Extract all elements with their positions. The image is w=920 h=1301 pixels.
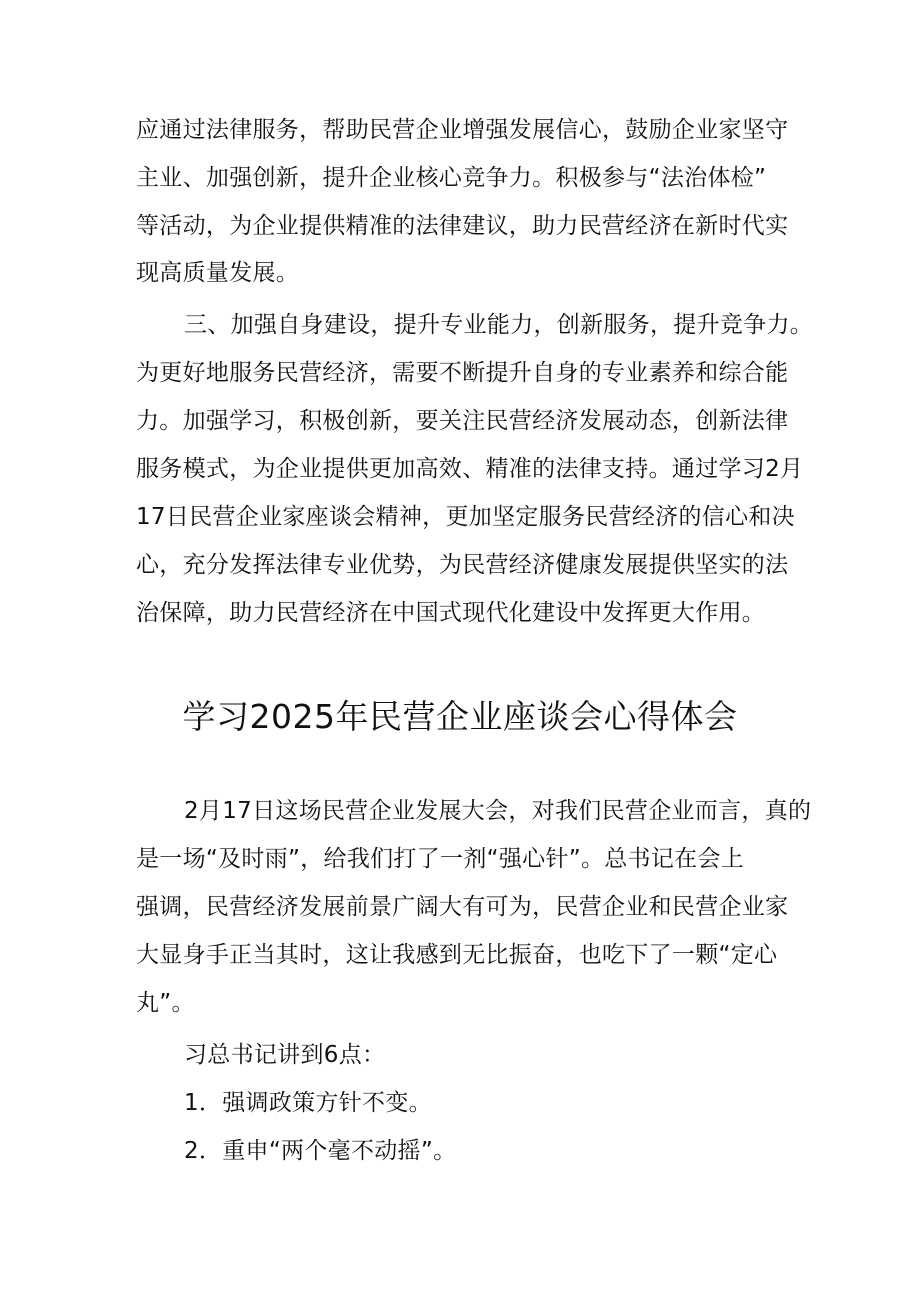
body-text-line: 为更好地服务民营经济，需要不断提升自身的专业素养和综合能: [136, 360, 789, 386]
body-text-line: 现高质量发展。: [136, 260, 300, 286]
body-text-line: 应通过法律服务，帮助民营企业增强发展信心，鼓励企业家坚守: [136, 117, 789, 143]
list-item: 1．强调政策方针不变。: [184, 1090, 432, 1116]
body-text-line: 2月17日这场民营企业发展大会，对我们民营企业而言，真的: [184, 798, 812, 824]
body-text-line: 服务模式，为企业提供更加高效、精准的法律支持。通过学习2月: [136, 456, 804, 482]
points-intro: 习总书记讲到6点：: [184, 1042, 386, 1068]
article-title: 学习2025年民营企业座谈会心得体会: [182, 697, 738, 736]
body-text-line: 力。加强学习，积极创新，要关注民营经济发展动态，创新法律: [136, 408, 789, 434]
body-text-line: 丸”。: [136, 990, 195, 1016]
body-text-line: 治保障，助力民营经济在中国式现代化建设中发挥更大作用。: [136, 600, 766, 626]
body-text-line: 强调，民营经济发展前景广阔大有可为，民营企业和民营企业家: [136, 894, 789, 920]
body-text-line: 主业、加强创新，提升企业核心竞争力。积极参与“法治体检”: [136, 165, 767, 191]
list-item: 2．重申“两个毫不动摇”。: [184, 1138, 457, 1164]
body-text-line: 17日民营企业家座谈会精神，更加坚定服务民营经济的信心和决: [136, 504, 795, 530]
body-text-line: 等活动，为企业提供精准的法律建议，助力民营经济在新时代实: [136, 213, 789, 239]
body-text-line: 是一场“及时雨”，给我们打了一剂“强心针”。总书记在会上: [136, 846, 745, 872]
section-heading-line: 三、加强自身建设，提升专业能力，创新服务，提升竞争力。: [184, 312, 814, 338]
body-text-line: 大显身手正当其时，这让我感到无比振奋，也吃下了一颗“定心: [136, 942, 778, 968]
body-text-line: 心，充分发挥法律专业优势，为民营经济健康发展提供坚实的法: [136, 552, 789, 578]
